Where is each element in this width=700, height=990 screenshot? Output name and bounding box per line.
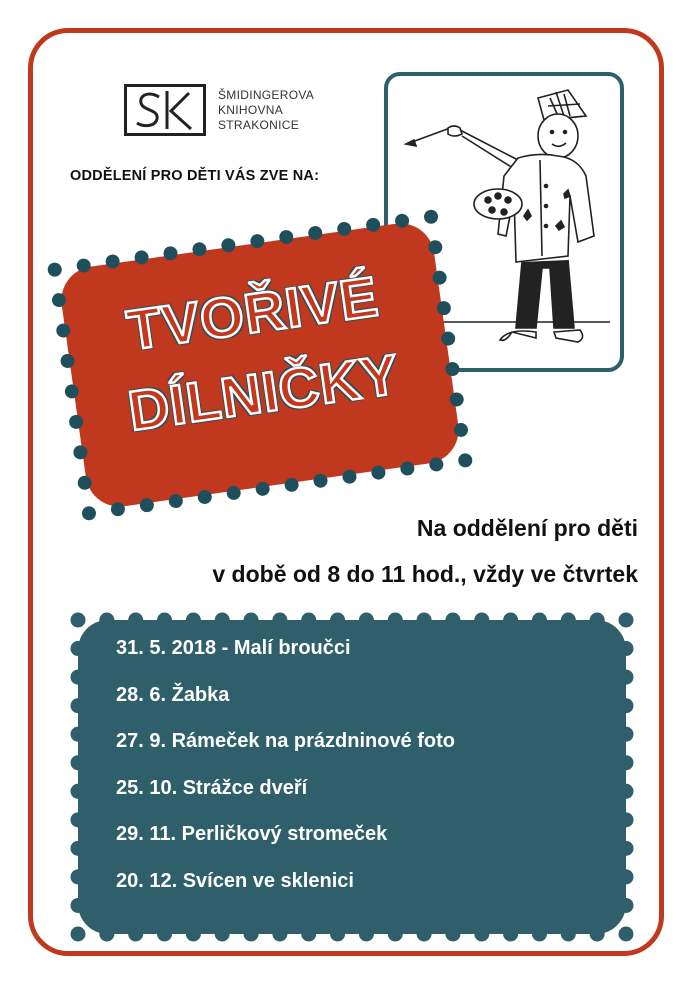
stamp-edge-dot	[388, 927, 403, 942]
stamp-edge-dot	[619, 927, 634, 942]
stamp-edge-dot	[532, 927, 547, 942]
stamp-edge-dot	[71, 670, 86, 685]
invite-text: ODDĚLENÍ PRO DĚTI VÁS ZVE NA:	[70, 168, 320, 184]
schedule-item: 27. 9. Rámeček na prázdninové foto	[116, 730, 455, 752]
stamp-edge-dot	[619, 869, 634, 884]
stamp-edge-dot	[186, 613, 201, 628]
stamp-edge-dot	[619, 898, 634, 913]
stamp-edge-dot	[215, 927, 230, 942]
stamp-edge-dot	[359, 927, 374, 942]
stamp-edge-dot	[157, 613, 172, 628]
info-line-2: v době od 8 do 11 hod., vždy ve čtvrtek	[212, 561, 638, 587]
stamp-edge-dot	[503, 927, 518, 942]
stamp-edge-dot	[71, 641, 86, 656]
stamp-edge-dot	[71, 812, 86, 827]
stamp-edge-dot	[244, 927, 259, 942]
schedule-item: 25. 10. Strážce dveří	[116, 776, 308, 799]
stamp-edge-dot	[71, 927, 86, 942]
stamp-edge-dot	[99, 613, 114, 628]
stamp-edge-dot	[330, 927, 345, 942]
stamp-edge-dot	[532, 613, 547, 628]
stamp-edge-dot	[71, 755, 86, 770]
stamp-edge-dot	[215, 613, 230, 628]
title-line-1: TVOŘIVÉ	[123, 264, 383, 362]
stamp-edge-dot	[619, 698, 634, 713]
stamp-edge-dot	[388, 613, 403, 628]
stamp-edge-dot	[301, 927, 316, 942]
stamp-edge-dot	[445, 927, 460, 942]
stamp-edge-dot	[590, 613, 605, 628]
stamp-edge-dot	[272, 927, 287, 942]
stamp-edge-dot	[590, 927, 605, 942]
stamp-edge-dot	[561, 927, 576, 942]
stamp-edge-dot	[359, 613, 374, 628]
stamp-edge-dot	[474, 613, 489, 628]
schedule-item: 31. 5. 2018 - Malí broučci	[116, 637, 351, 659]
stamp-edge-dot	[503, 613, 518, 628]
logo-line-1: ŠMIDINGEROVA	[218, 88, 315, 102]
logo-text	[218, 88, 314, 133]
stamp-edge-dot	[157, 927, 172, 942]
stamp-edge-dot	[619, 812, 634, 827]
stamp-edge-dot	[301, 613, 316, 628]
stamp-edge-dot	[619, 784, 634, 799]
schedule-item: 28. 6. Žabka	[116, 683, 230, 706]
stamp-edge-dot	[128, 927, 143, 942]
stamp-edge-dot	[445, 613, 460, 628]
stamp-edge-dot	[244, 613, 259, 628]
stamp-edge-dot	[128, 613, 143, 628]
stamp-edge-dot	[71, 898, 86, 913]
stamp-edge-dot	[417, 613, 432, 628]
stamp-edge-dot	[71, 698, 86, 713]
stamp-edge-dot	[619, 641, 634, 656]
stamp-edge-dot	[71, 613, 86, 628]
stamp-edge-dot	[186, 927, 201, 942]
library-logo	[124, 84, 324, 140]
stamp-edge-dot	[272, 613, 287, 628]
stamp-edge-dot	[71, 727, 86, 742]
stamp-edge-dot	[474, 927, 489, 942]
stamp-edge-dot	[619, 613, 634, 628]
stamp-edge-dot	[619, 670, 634, 685]
stamp-edge-dot	[330, 613, 345, 628]
stamp-edge-dot	[619, 841, 634, 856]
schedule-panel	[64, 608, 640, 946]
logo-mark	[124, 84, 206, 136]
schedule-item: 20. 12. Svícen ve sklenici	[116, 869, 354, 892]
stamp-edge-dot	[71, 784, 86, 799]
stamp-edge-dot	[71, 841, 86, 856]
schedule-list	[116, 636, 455, 915]
stamp-edge-dot	[417, 927, 432, 942]
info-line-1: Na oddělení pro děti	[416, 515, 638, 541]
schedule-item: 29. 11. Perličkový stromeček	[116, 823, 388, 845]
stamp-edge-dot	[561, 613, 576, 628]
stamp-edge-dot	[619, 755, 634, 770]
title-panel	[40, 190, 480, 540]
logo-line-2: KNIHOVNA	[218, 103, 284, 117]
stamp-edge-dot	[619, 727, 634, 742]
stamp-edge-dot	[71, 869, 86, 884]
logo-sk-glyph	[127, 87, 203, 133]
stamp-edge-dot	[99, 927, 114, 942]
logo-line-3: STRAKONICE	[218, 118, 300, 132]
title-line-2: DÍLNIČKY	[124, 342, 404, 443]
